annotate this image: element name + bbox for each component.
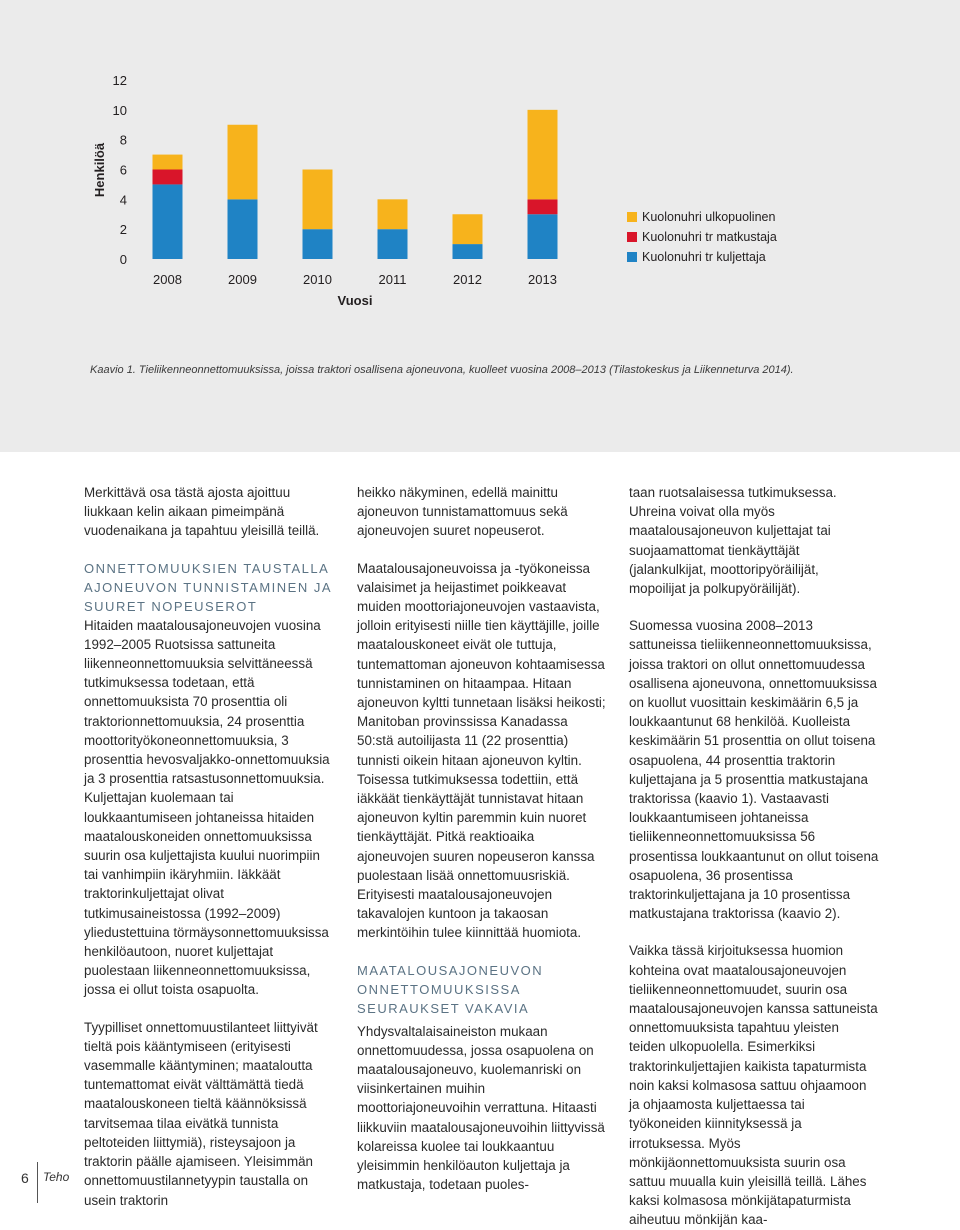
body-paragraph: Yhdysvaltalaisaineiston mukaan onnettomuudessa, jossa osapuolena on maatalousajoneuvo, kuolemanriski on viisinkertainen muihin moottoriajoneuvoihin verrattuna. Hitaasti liikkuviin maatalousajoneuvoihin liittyvissä kolareissa kuolee tai loukkaantuu yleisimmin henkilöauton kuljettaja ja matkustaja, todetaan puoles- bbox=[357, 1023, 605, 1193]
bar-segment bbox=[528, 214, 558, 259]
legend-item bbox=[627, 247, 777, 267]
text-column-3 bbox=[629, 483, 879, 1230]
bar-segment bbox=[153, 184, 183, 259]
y-tick-label: 12 bbox=[112, 73, 127, 88]
bar-segment bbox=[378, 199, 408, 229]
bar-segment bbox=[303, 170, 333, 230]
y-tick-label: 4 bbox=[119, 192, 127, 208]
body-paragraph: Hitaiden maatalousajoneuvojen vuosina 1992–2005 Ruotsissa sattuneita liikenneonnettomuuksia selvittäneessä tutkimuksessa todetaan, että onnettomuuksista 70 prosenttia oli traktorionnettomuuksia, 24 prosenttia moottorityökoneonnettomuuksia, 3 prosenttia hevosvaljakko-onnettomuuksia ja 3 prosenttia ratsastusonnettomuuksia. Kuljettajan kuolemaan tai loukkaantumiseen johtaneissa hitaiden maatalouskoneiden onnettomuuksissa suurin osa kuljettajista kuului nuorimpiin tai vanhimpiin ikäryhmiin. Iäkkäät traktorinkuljettajat olivat tutkimusaineistossa (1992–2009) yliedustettuina törmäysonnettomuuksissa henkilöautoon, nuoret kuljettajat puolestaan liikenneonnettomuuksissa, jossa ei ollut toista osapuolta. bbox=[84, 617, 330, 998]
bar-segment bbox=[153, 155, 183, 170]
x-tick-label: 2009 bbox=[228, 272, 257, 287]
bar-segment bbox=[528, 110, 558, 200]
body-paragraph: Tyypilliset onnettomuustilanteet liittyivät tieltä pois kääntymiseen (erityisesti vasemmalle kääntyminen; maataloutta tuntemattomat eivät välttämättä tiedä maatalouskoneen tieltä käännöksissä tarvitsemaa tilaa eivätkä tunnista peltoteiden liittymiä), risteysajoon ja traktorin päälle ajamiseen. Yleisimmän onnettomuustilannetyypin taustalla on usein traktorin bbox=[84, 1019, 318, 1208]
bar-segment bbox=[228, 199, 258, 259]
body-paragraph: heikko näkyminen, edellä mainittu ajoneuvon tunnistamattomuus sekä ajoneuvojen suuret nopeuserot. bbox=[357, 485, 568, 539]
y-tick-label: 0 bbox=[119, 252, 127, 267]
section-heading: ONNETTOMUUKSIEN TAUSTALLA AJONEUVON TUNNISTAMINEN JA SUURET NOPEUSEROT bbox=[84, 560, 332, 614]
page-number: 6 bbox=[21, 1170, 29, 1186]
x-axis-label: Vuosi bbox=[337, 293, 373, 308]
y-tick-label: 2 bbox=[119, 222, 127, 238]
legend-swatch bbox=[627, 212, 637, 222]
bar-segment bbox=[378, 229, 408, 259]
text-column-2 bbox=[357, 483, 607, 1195]
x-tick-label: 2008 bbox=[153, 272, 182, 287]
publication-name: Teho bbox=[43, 1170, 70, 1184]
footer-divider bbox=[37, 1162, 38, 1203]
legend-label: Kuolonuhri tr matkustaja bbox=[642, 230, 777, 244]
bar-segment bbox=[453, 244, 483, 259]
bar-segment bbox=[153, 170, 183, 185]
body-paragraph: Suomessa vuosina 2008–2013 sattuneissa tieliikenneonnettomuuksissa, joissa traktori on ollut onnettomuudessa osallisena ajoneuvona, onnettomuuksissa on kuollut vuosittain keskimäärin 6,5 ja loukkaantunut 68 henkilöä. Kuolleista keskimäärin 51 prosenttia on ollut toisena osapuolena, 44 prosenttia traktorin kuljettajana ja 5 prosenttia matkustajana traktorissa (kaavio 1). Vastaavasti loukkaantumiseen johtaneissa tieliikenneonnettomuuksissa 56 prosentissa loukkaantunut on ollut toisena osapuolena, 36 prosentissa traktorinkuljettajana ja 10 prosentissa matkustajana traktorissa (kaavio 2). bbox=[629, 618, 879, 922]
text-column-1 bbox=[84, 483, 334, 1210]
x-tick-label: 2011 bbox=[378, 272, 407, 287]
chart-legend bbox=[627, 207, 777, 267]
bar-segment bbox=[303, 229, 333, 259]
legend-swatch bbox=[627, 252, 637, 262]
section-heading: MAATALOUSAJONEUVON ONNETTOMUUKSISSA SEURAUKSET VAKAVIA bbox=[357, 962, 544, 1016]
bar-segment bbox=[228, 125, 258, 200]
stacked-bar-chart bbox=[0, 0, 960, 452]
legend-label: Kuolonuhri tr kuljettaja bbox=[642, 250, 766, 264]
x-tick-label: 2012 bbox=[453, 272, 482, 287]
bar-segment bbox=[453, 214, 483, 244]
chart-caption: Kaavio 1. Tieliikenneonnettomuuksissa, joissa traktori osallisena ajoneuvona, kuolleet vuosina 2008–2013 (Tilastokeskus ja Liikenneturva 2014). bbox=[90, 364, 794, 376]
intro-paragraph: Merkittävä osa tästä ajosta ajoittuu liukkaan kelin aikaan pimeimpänä vuodenaikana ja tapahtuu yleisillä teillä. bbox=[84, 485, 320, 539]
y-tick-label: 6 bbox=[119, 162, 127, 178]
x-tick-label: 2010 bbox=[303, 272, 332, 287]
y-axis-label: Henkilöä bbox=[92, 142, 107, 198]
legend-label: Kuolonuhri ulkopuolinen bbox=[642, 210, 776, 224]
x-tick-label: 2013 bbox=[528, 272, 557, 287]
legend-swatch bbox=[627, 232, 637, 242]
chart-panel bbox=[0, 0, 960, 452]
y-tick-label: 10 bbox=[112, 102, 127, 118]
y-tick-label: 8 bbox=[119, 132, 127, 148]
bar-segment bbox=[528, 199, 558, 214]
legend-item bbox=[627, 207, 777, 227]
body-paragraph: taan ruotsalaisessa tutkimuksessa. Uhreina voivat olla myös maatalousajoneuvon kuljettajat tai suojaamattomat tienkäyttäjät (jalankulkijat, moottoripyöräilijät, mopoilijat ja polkupyöräilijät). bbox=[629, 485, 837, 597]
body-paragraph: Vaikka tässä kirjoituksessa huomion kohteina ovat maatalousajoneuvojen tieliikenneonnettomuudet, suurin osa maatalousajoneuvojen kanssa sattuneista onnettomuuksista tapahtuu yleisten teiden ulkopuolella. Esimerkiksi traktorinkuljettajien kaikista tapaturmista noin kaksi kolmasosa sattuu ohjaamoon ja ohjaamosta kuljettaessa tai työkoneiden kiinnityksessä ja irrotuksessa. Myös mönkijäonnettomuuksista suurin osa sattuu muualla kuin yleisillä teillä. Lähes kaksi kolmasosa mönkijätapaturmista aiheutuu mönkijän kaa- bbox=[629, 943, 878, 1228]
body-paragraph: Maatalousajoneuvoissa ja -työkoneissa valaisimet ja heijastimet poikkeavat muiden moottoriajoneuvojen vastaavista, jolloin erityisesti niille tien käyttäjille, joille maatalouskoneet eivät ole tuttuja, tuntemattoman ajoneuvon kohtaamisessa tunnistaminen on hitaampaa. Hitaan ajoneuvon kyltti tunnetaan lisäksi heikosti; Manitoban provinssissa Kanadassa 50:stä autoilijasta 11 (22 prosenttia) tunnisti oikein hitaan ajoneuvon kyltin. Toisessa tutkimuksessa todettiin, että iäkkäät tienkäyttäjät tunnistavat hitaan ajoneuvon kyltin paremmin kuin nuoret tienkäyttäjät. Pitkä reaktioaika ajoneuvojen suuren nopeuseron kanssa puolestaan lisää onnettomuusriskiä. Erityisesti maatalousajoneuvojen takavalojen kuntoon ja takaosan merkintöihin tulee kiinnittää huomiota. bbox=[357, 560, 606, 941]
legend-item bbox=[627, 227, 777, 247]
